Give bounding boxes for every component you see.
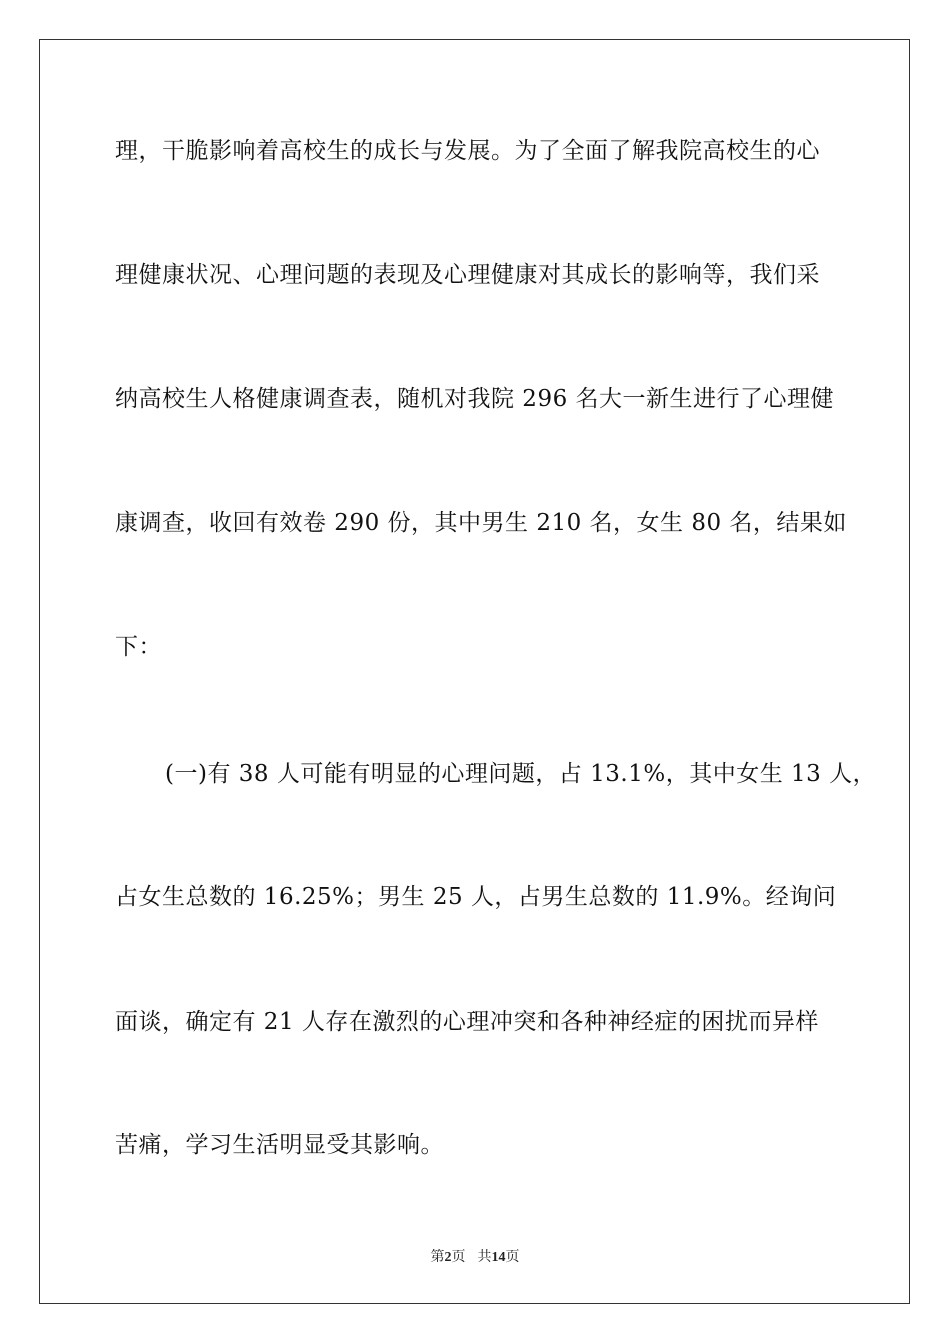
paragraph-line: 占女生总数的 16.25%；男生 25 人，占男生总数的 11.9%。经询问 — [115, 884, 837, 910]
paragraph-line: 下： — [115, 634, 162, 660]
paragraph-line: 面谈，确定有 21 人存在激烈的心理冲突和各种神经症的困扰而异样 — [115, 1009, 819, 1035]
page-number: 2 — [444, 1250, 452, 1265]
paragraph-line: 理，干脆影响着高校生的成长与发展。为了全面了解我院高校生的心 — [115, 138, 820, 164]
page-footer — [0, 1246, 950, 1266]
total-prefix: 共 — [477, 1250, 492, 1265]
page-suffix: 页 — [451, 1250, 466, 1265]
paragraph-line: 纳高校生人格健康调查表，随机对我院 296 名大一新生进行了心理健 — [115, 386, 835, 412]
page-prefix: 第 — [430, 1250, 445, 1265]
paragraph-line: 康调查，收回有效卷 290 份，其中男生 210 名，女生 80 名，结果如 — [115, 510, 847, 536]
page-border — [39, 39, 910, 1304]
total-pages: 14 — [491, 1250, 506, 1265]
paragraph-line: (一)有 38 人可能有明显的心理问题，占 13.1%，其中女生 13 人， — [165, 761, 877, 787]
paragraph-line: 苦痛，学习生活明显受其影响。 — [115, 1132, 444, 1158]
paragraph-line: 理健康状况、心理问题的表现及心理健康对其成长的影响等，我们采 — [115, 262, 820, 288]
total-suffix: 页 — [505, 1250, 520, 1265]
